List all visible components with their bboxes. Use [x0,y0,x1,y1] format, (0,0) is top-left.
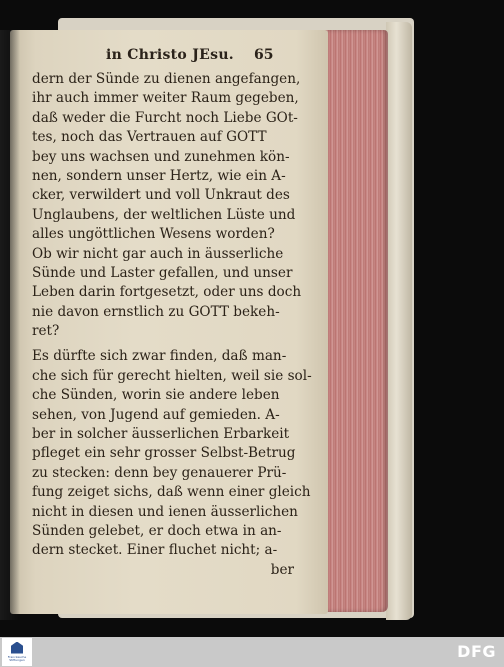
text-line: Es dürfte sich zwar finden, daß man- [32,348,287,365]
text-line: che sich für gerecht hielten, weil sie sol- [32,367,312,384]
text-line: sehen, von Jugend auf gemieden. A- [32,406,280,423]
body-text [32,70,312,580]
text-line: dern der Sünde zu dienen angefangen, [32,71,301,87]
text-line: Sünde und Laster gefallen, und unser [32,264,293,281]
logo-text: Franckesche Stiftungen [7,654,27,662]
text-line: zu stecken: denn bey genauerer Prü- [32,464,287,481]
catchword: ber [270,561,294,578]
text-line: Sünden gelebet, er doch etwa in an- [32,522,282,539]
text-line: Unglaubens, der weltlichen Lüste und [32,206,296,223]
running-title: in Christo JEsu. [106,47,234,63]
text-line: cker, verwildert und voll Unkraut des [32,187,290,204]
text-line: nen, sondern unser Hertz, wie ein A- [32,167,286,184]
text-line: dern stecket. Einer fluchet nicht; a- [32,542,278,559]
text-line: Leben darin fortgesetzt, oder uns doch [32,284,302,301]
text-line: bey uns wachsen und zunehmen kön- [32,148,290,165]
text-line: alles ungöttlichen Wesens worden? [32,226,275,243]
gutter-shadow [0,30,20,620]
text-line: fung zeiget sichs, daß wenn einer gleich [32,484,311,501]
text-line: Ob wir nicht gar auch in äusserliche [32,245,284,262]
book-cover-edge [386,22,412,620]
building-icon [11,642,23,654]
text-line: ber in solcher äusserlichen Erbarkeit [32,426,290,443]
text-line: nie davon ernstlich zu GOTT bekeh- [32,303,280,320]
page-edges [324,30,388,612]
viewer-footer [0,637,504,667]
text-line: nicht in diesen und ienen äusserlichen [32,503,298,520]
franckesche-stiftungen-logo[interactable] [2,638,32,666]
text-line: che Sünden, worin sie andere leben [32,387,280,404]
text-line: pfleget ein sehr grosser Selbst-Betrug [32,445,296,462]
dfg-logo[interactable]: DFG [457,642,496,661]
page-number: 65 [254,47,274,63]
text-line: daß weder die Furcht noch Liebe GOt- [32,109,298,126]
text-line: ihr auch immer weiter Raum gegeben, [32,90,299,107]
text-line: tes, noch das Vertrauen auf GOTT [32,129,267,146]
text-line: ret? [32,323,60,340]
